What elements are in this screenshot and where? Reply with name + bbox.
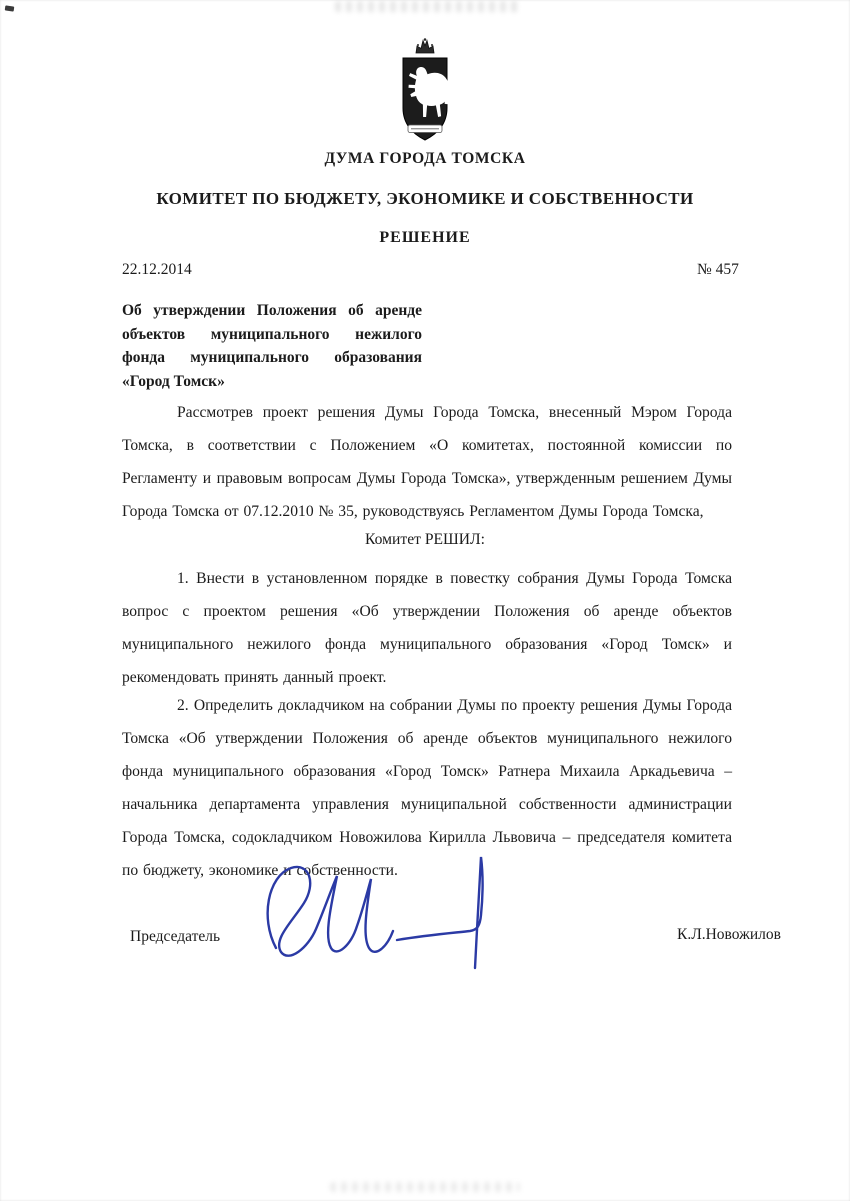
document-date: 22.12.2014 xyxy=(122,261,192,278)
crown-icon xyxy=(416,41,434,54)
signer-title: Председатель xyxy=(130,928,221,945)
document-number: № 457 xyxy=(697,261,739,278)
resolution-heading: Комитет РЕШИЛ: xyxy=(365,531,485,548)
scan-artifact-corner xyxy=(5,5,15,11)
document-type-title: РЕШЕНИЕ xyxy=(379,229,471,246)
signer-name: К.Л.Новожилов xyxy=(677,926,781,943)
document-subject: Об утверждении Положения об аренде объектов муниципального нежилого фонда муниципального образования «Город Томск» xyxy=(122,302,422,390)
resolution-item-2: 2. Определить докладчиком на собрании Думы по проекту решения Думы Города Томска «Об утверждении Положения об аренде объектов муниципального нежилого фонда муниципального образования «Город Томск» Ратнера Михаила Аркадьевича – начальника департамента управления муниципальной собственности администрации Города Томска, содокладчиком Новожилова Кирилла Львовича – председателя комитета по бюджету, экономике и собственности. xyxy=(122,697,732,879)
ribbon-icon xyxy=(408,125,442,133)
handwritten-signature xyxy=(246,846,498,988)
scan-artifact-top xyxy=(335,1,520,12)
preamble-paragraph: Рассмотрев проект решения Думы Города Томска, внесенный Мэром Города Томска, в соответствии с Положением «О комитетах, постоянной комиссии по Регламенту и правовым вопросам Думы Города Томска», утвержденным решением Думы Города Томска от 07.12.2010 № 35, руководствуясь Регламентом Думы Города Томска, xyxy=(122,404,732,520)
scan-artifact-bottom xyxy=(330,1182,520,1192)
tomsk-coat-of-arms-icon xyxy=(391,36,459,144)
resolution-item-1: 1. Внести в установленном порядке в повестку собрания Думы Города Томска вопрос с проектом решения «Об утверждении Положения об аренде объектов муниципального нежилого фонда муниципального образования «Город Томск» и рекомендовать принять данный проект. xyxy=(122,570,732,686)
committee-name: КОМИТЕТ ПО БЮДЖЕТУ, ЭКОНОМИКЕ И СОБСТВЕННОСТИ xyxy=(156,189,694,208)
org-name: ДУМА ГОРОДА ТОМСКА xyxy=(324,150,526,167)
